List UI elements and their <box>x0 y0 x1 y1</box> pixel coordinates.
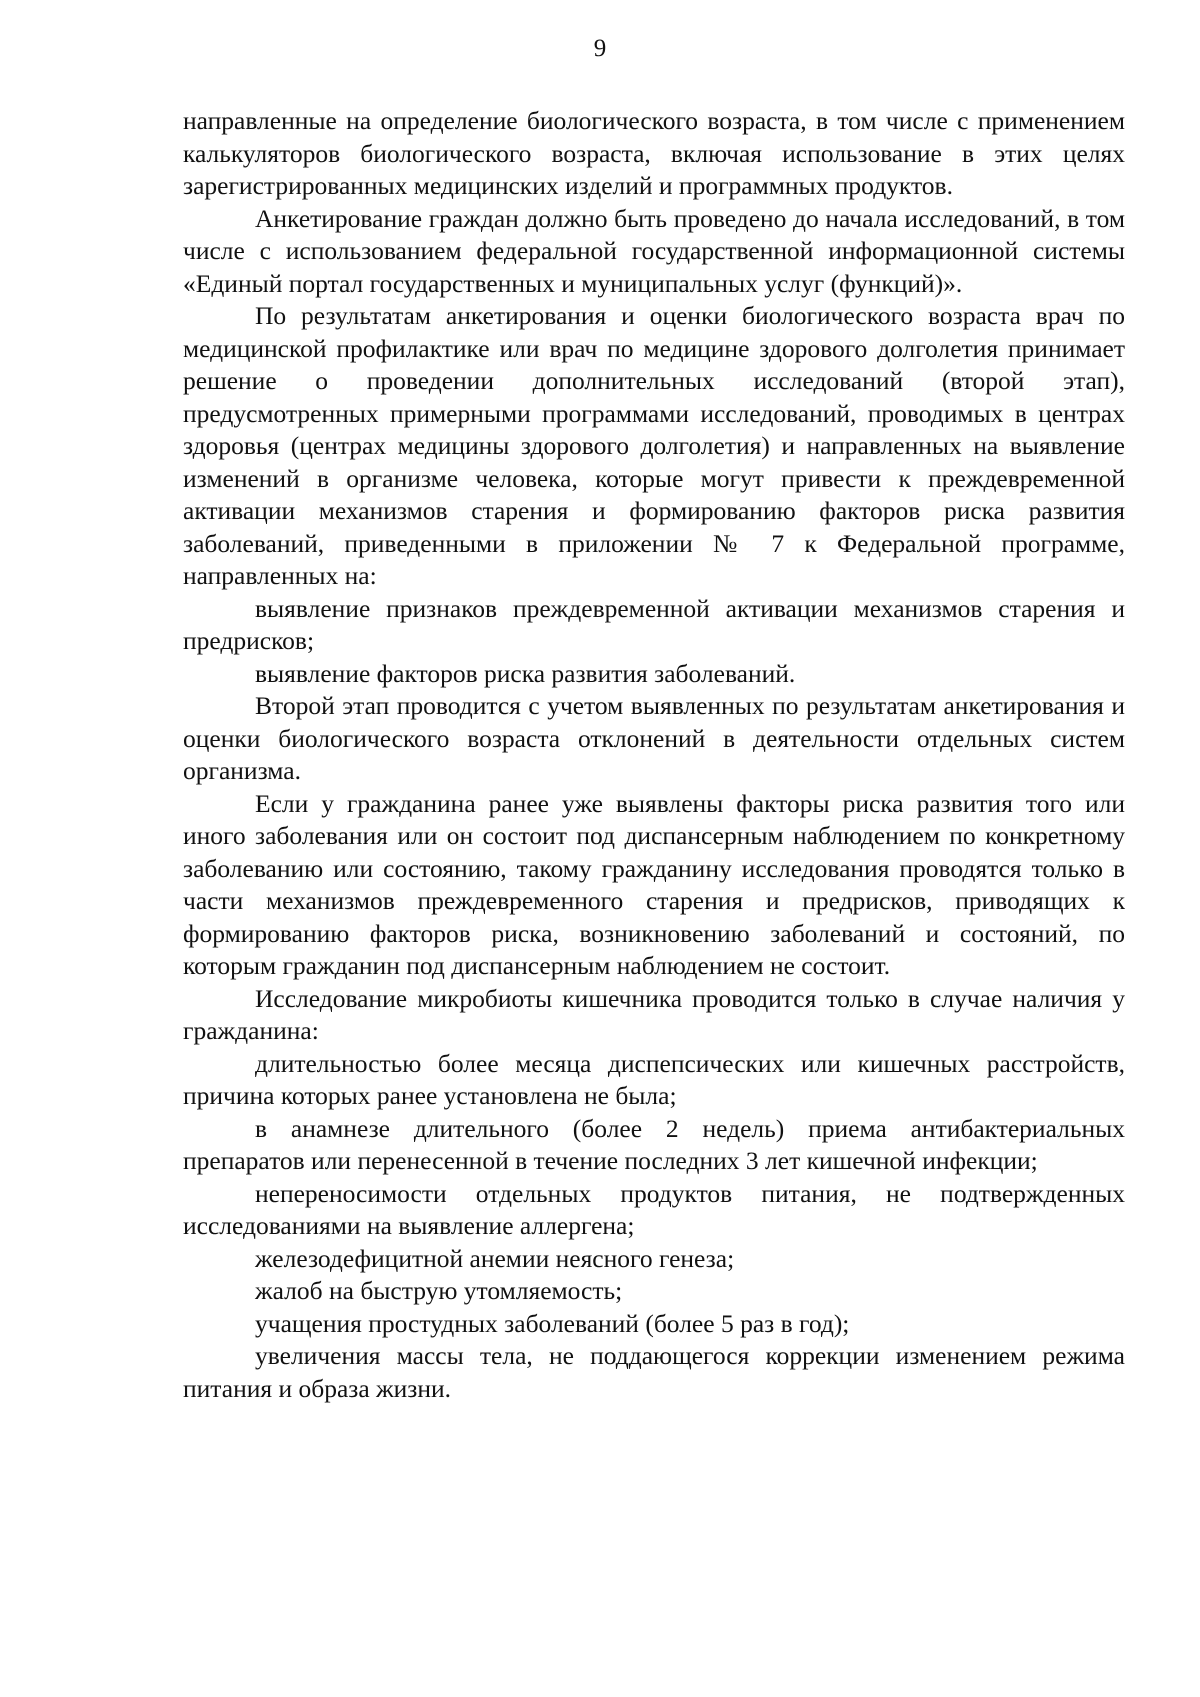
paragraph-biological-age-methods: направленные на определение биологического возраста, в том числе с применением калькуляторов биологического возраста, включая использование в этих целях зарегистрированных медицинских изделий и программных продуктов. <box>183 106 1125 200</box>
list-item-fatigue: жалоб на быструю утомляемость; <box>255 1276 623 1305</box>
document-body <box>183 105 1125 1405</box>
list-item-frequent-colds: учащения простудных заболеваний (более 5 раз в год); <box>255 1308 850 1338</box>
paragraph-survey-timing: Анкетирование граждан должно быть проведено до начала исследований, в том числе с использованием федеральной государственной информационной системы «Единый портал государственных и муниципальных услуг (функций)». <box>183 203 1125 298</box>
list-item-food-intolerance: непереносимости отдельных продуктов питания, не подтвержденных исследованиями на выявление аллергена; <box>183 1178 1125 1240</box>
paragraph-microbiota-conditions: Исследование микробиоты кишечника проводится только в случае наличия у гражданина: <box>183 983 1125 1045</box>
paragraph-second-stage-decision: По результатам анкетирования и оценки биологического возраста врач по медицинской профилактике или врач по медицине здорового долголетия принимает решение о проведении дополнительных исследований (второй этап), предусмотренных примерными программами исследований, проводимых в центрах здоровья (центрах медицины здорового долголетия) и направленных на выявление изменений в организме человека, которые могут привести к преждевременной активации механизмов старения и формированию факторов риска развития заболеваний, приведенными в приложении № 7 к Федеральной программе, направленных на: <box>183 301 1125 590</box>
list-item-weight-gain: увеличения массы тела, не поддающегося коррекции изменением режима питания и образа жизни. <box>183 1341 1125 1403</box>
list-item-premature-aging: выявление признаков преждевременной активации механизмов старения и предрисков; <box>183 593 1125 655</box>
list-item-digestive-disorders: длительностью более месяца диспепсических или кишечных расстройств, причина которых ранее установлена не была; <box>183 1048 1125 1110</box>
paragraph-dispensary-observation: Если у гражданина ранее уже выявлены факторы риска развития того или иного заболевания или он состоит под диспансерным наблюдением по конкретному заболеванию или состоянию, такому гражданину исследования проводятся только в части механизмов преждевременного старения и предрисков, приводящих к формированию факторов риска, возникновению заболеваний и состояний, по которым гражданин под диспансерным наблюдением не состоит. <box>183 788 1125 980</box>
list-item-antibiotic-history: в анамнезе длительного (более 2 недель) приема антибактериальных препаратов или перенесенной в течение последних 3 лет кишечной инфекции; <box>183 1113 1125 1175</box>
list-item-anemia: железодефицитной анемии неясного генеза; <box>255 1243 735 1273</box>
paragraph-second-stage-basis: Второй этап проводится с учетом выявленных по результатам анкетирования и оценки биологического возраста отклонений в деятельности отдельных систем организма. <box>183 691 1125 785</box>
page-number: 9 <box>593 35 607 62</box>
list-item-risk-factors: выявление факторов риска развития заболеваний. <box>255 658 796 688</box>
